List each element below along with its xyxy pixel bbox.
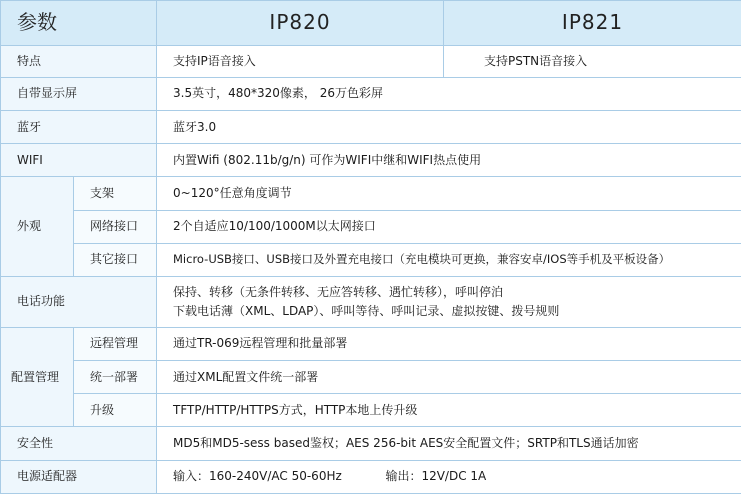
stand-label: 支架 [74,177,157,210]
other-ports-value: Micro-USB接口、USB接口及外置充电接口（充电模块可更换，兼容安卓/IOS等手机及平板设备） [157,243,741,276]
config-row-1 [1,327,741,360]
bluetooth-value: 蓝牙3.0 [157,111,741,144]
wifi-row [1,144,741,177]
feature-row [1,45,741,77]
phone-line-1: 保持、转移（无条件转移、无应答转移、遇忙转移），呼叫停泊 [173,284,504,299]
display-value: 3.5英寸，480*320像素， 26万色彩屏 [157,77,741,110]
power-input: 输入：160-240V/AC 50-60Hz [173,469,342,484]
config-label: 配置管理 [1,327,74,427]
power-output: 输出：12V/DC 1A [385,469,487,484]
phone-line-2: 下载电话薄（XML、LDAP）、呼叫等待、呼叫记录、虚拟按键、拨号规则 [173,303,560,318]
security-value: MD5和MD5-sess based鉴权；AES 256-bit AES安全配置文件；SRTP和TLS通话加密 [157,427,741,460]
param-header: 参数 [1,1,157,46]
header-row [1,1,741,46]
wifi-value: 内置Wifi (802.11b/g/n) 可作为WIFI中继和WIFI热点使用 [157,144,741,177]
appearance-label: 外观 [1,177,74,277]
wifi-label: WIFI [1,144,157,177]
unified-deploy-value: 通过XML配置文件统一部署 [157,361,741,394]
other-ports-label: 其它接口 [74,243,157,276]
phone-label: 电话功能 [1,277,157,328]
feature-ip820-value: 支持IP语音接入 [157,45,444,77]
phone-row [1,277,741,328]
bluetooth-label: 蓝牙 [1,111,157,144]
appearance-row-3 [1,243,741,276]
power-value [157,460,741,493]
security-label: 安全性 [1,427,157,460]
feature-ip821-value: 支持PSTN语音接入 [444,45,741,77]
bluetooth-row [1,111,741,144]
display-label: 自带显示屏 [1,77,157,110]
security-row [1,427,741,460]
phone-value [157,277,741,328]
appearance-row-2 [1,210,741,243]
power-label: 电源适配器 [1,460,157,493]
network-port-value: 2个自适应10/100/1000M以太网接口 [157,210,741,243]
feature-label: 特点 [1,45,157,77]
remote-mgmt-value: 通过TR-069远程管理和批量部署 [157,327,741,360]
network-port-label: 网络接口 [74,210,157,243]
remote-mgmt-label: 远程管理 [74,327,157,360]
model-ip821-header: IP821 [444,1,741,46]
config-row-3 [1,394,741,427]
stand-value: 0~120°任意角度调节 [157,177,741,210]
power-row [1,460,741,493]
unified-deploy-label: 统一部署 [74,361,157,394]
model-ip820-header: IP820 [157,1,444,46]
display-row [1,77,741,110]
upgrade-label: 升级 [74,394,157,427]
upgrade-value: TFTP/HTTP/HTTPS方式，HTTP本地上传升级 [157,394,741,427]
config-row-2 [1,361,741,394]
appearance-row-1 [1,177,741,210]
